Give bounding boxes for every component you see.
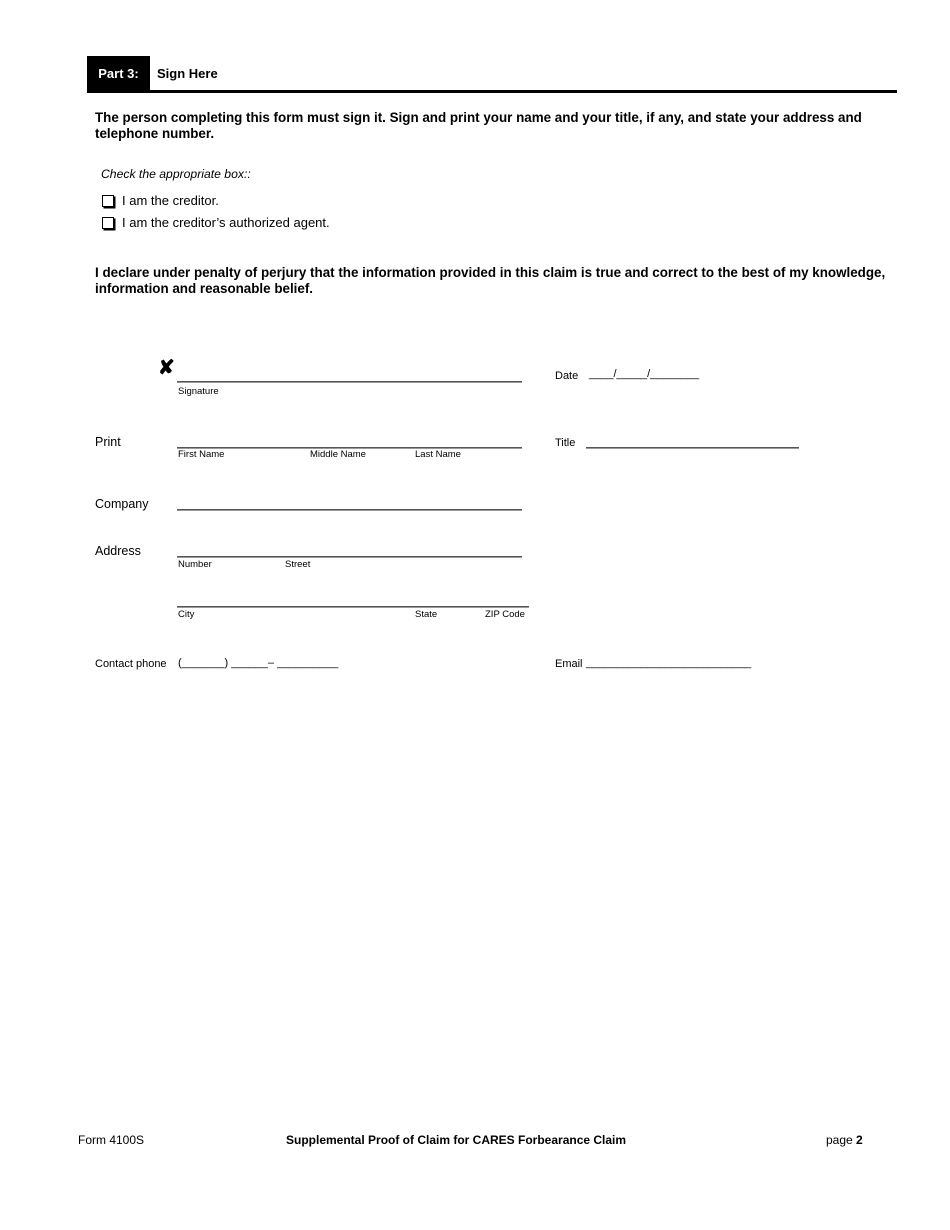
footer-form-number: Form 4100S <box>78 1133 145 1147</box>
street-label: Street <box>285 559 311 570</box>
address-city-line[interactable] <box>177 606 529 608</box>
footer-form-title: Supplemental Proof of Claim for CARES Forbearance Claim <box>286 1133 627 1147</box>
checkbox-row-creditor[interactable] <box>102 193 219 208</box>
date-label: Date <box>555 370 579 382</box>
footer-page <box>826 1133 863 1147</box>
company-label: Company <box>95 497 149 511</box>
part-label: Part 3: <box>87 56 150 92</box>
email-field[interactable]: ___________________________ <box>586 657 752 669</box>
page-label: page <box>826 1133 853 1147</box>
page-number: 2 <box>856 1133 863 1147</box>
signature-label: Signature <box>178 386 219 397</box>
address-street-line[interactable] <box>177 556 522 558</box>
state-label: State <box>415 609 438 620</box>
middle-name-label: Middle Name <box>310 449 366 460</box>
first-name-label: First Name <box>178 449 225 460</box>
checkbox-creditor[interactable] <box>102 195 114 207</box>
city-label: City <box>178 609 195 620</box>
part-title: Sign Here <box>157 66 218 81</box>
signature-line[interactable] <box>177 381 522 383</box>
instructions: The person completing this form must sign it. Sign and print your name and your title, if any, and state your address and telephone number. <box>95 110 862 141</box>
number-label: Number <box>178 559 212 570</box>
last-name-label: Last Name <box>415 449 461 460</box>
checkbox-label: I am the creditor. <box>122 193 219 208</box>
title-label: Title <box>555 437 576 449</box>
company-line[interactable] <box>177 509 522 511</box>
checkbox-row-agent[interactable] <box>102 215 330 230</box>
check-prompt: Check the appropriate box:: <box>101 167 251 181</box>
checkbox-authorized-agent[interactable] <box>102 217 114 229</box>
zip-code-label: ZIP Code <box>485 609 525 620</box>
title-line[interactable] <box>586 447 799 449</box>
header-rule <box>87 90 897 93</box>
declaration: I declare under penalty of perjury that the information provided in this claim is true and correct to the best of my knowledge, information and reasonable belief. <box>95 265 886 296</box>
print-label: Print <box>95 435 121 449</box>
contact-phone-label: Contact phone <box>95 658 167 670</box>
email-label: Email <box>555 658 583 670</box>
checkbox-label: I am the creditor’s authorized agent. <box>122 215 330 230</box>
address-label: Address <box>95 544 141 558</box>
date-field[interactable]: ____/_____/________ <box>589 368 700 380</box>
contact-phone-field[interactable]: (_______) ______– __________ <box>178 657 339 669</box>
x-mark-icon: ✘ <box>158 357 175 379</box>
